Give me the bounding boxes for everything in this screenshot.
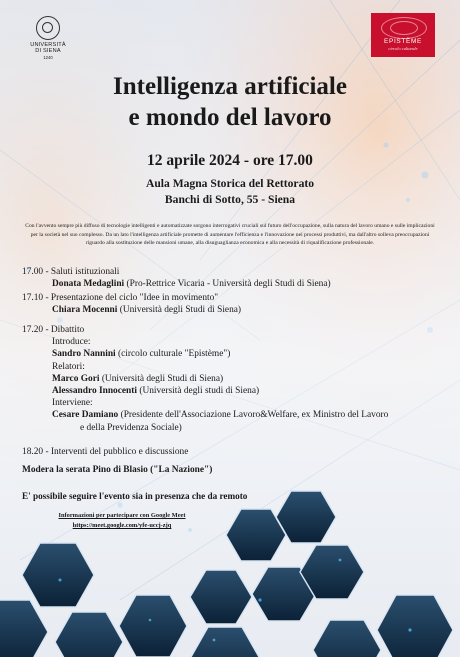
intro-label: Introduce: xyxy=(52,337,91,348)
moderator-prefix: Modera la serata xyxy=(22,465,93,475)
speaker-affiliation: (circolo culturale "Epistème") xyxy=(118,349,231,360)
episteme-logo-name: EPISTÈME xyxy=(384,38,422,45)
episteme-logo-sub: circolo culturale xyxy=(388,46,418,51)
speaker-affiliation: (Università degli Studi di Siena) xyxy=(119,305,242,316)
speaker-affiliation: (Pro-Rettrice Vicaria - Università degli Studi di Siena) xyxy=(126,279,331,290)
university-seal-icon xyxy=(36,16,60,40)
university-of-siena-logo xyxy=(26,16,70,60)
speaker-affiliation: (Università degli Studi di Siena) xyxy=(101,373,224,384)
speaker-name: Alessandro Innocenti xyxy=(52,386,137,397)
speaker-line xyxy=(22,348,388,360)
program-time-1720: 17.20 - Dibattito xyxy=(22,325,85,335)
logo-text-line2: DI SIENA xyxy=(35,48,61,55)
speaker-affiliation-continued: e della Previdenza Sociale) xyxy=(80,422,182,433)
remote-attendance-note: E' possibile seguire l'evento sia in presenza che da remoto xyxy=(22,491,248,501)
title-line-1: Intelligenza artificiale xyxy=(113,73,347,100)
speaker-name: Cesare Damiano xyxy=(52,410,119,421)
speaker-line xyxy=(22,278,331,290)
program-time-1700: 17.00 - Saluti istituzionali xyxy=(22,267,120,277)
program-item-presentation xyxy=(22,292,241,316)
title-line-2: e mondo del lavoro xyxy=(128,104,332,131)
speaker-affiliation: (Università degli studi di Siena) xyxy=(139,386,260,397)
google-meet-link[interactable]: https://meet.google.com/yfe-uccj-zjq xyxy=(72,522,172,529)
logo-year: 1240 xyxy=(43,54,53,60)
speaker-line xyxy=(22,373,388,385)
speaker-name: Sandro Nannini xyxy=(52,349,116,360)
program-time-1710: 17.10 - Presentazione del ciclo "Idee in movimento" xyxy=(22,293,219,303)
episteme-logo xyxy=(371,13,435,57)
speaker-name: Marco Gori xyxy=(52,373,100,384)
speaker-name: Donata Medaglini xyxy=(52,279,125,290)
speaker-line xyxy=(22,385,388,397)
speakers-label: Relatori: xyxy=(52,361,85,372)
program-item-debate xyxy=(22,324,388,434)
logo-text-line1: UNIVERSITÀ xyxy=(30,42,66,48)
speaker-name: Chiara Mocenni xyxy=(52,305,118,316)
speaker-affiliation: (Presidente dell'Associazione Lavoro&Welfare, ex Ministro del Lavoro xyxy=(120,410,389,421)
event-venue xyxy=(0,176,460,208)
google-meet-label: Informazioni per partecipare con Google Meet xyxy=(58,512,186,519)
speaker-line xyxy=(22,304,241,316)
episteme-rings-icon xyxy=(381,17,427,39)
venue-hall: Aula Magna Storica del Rettorato xyxy=(145,177,315,190)
event-date: 12 aprile 2024 - ore 17.00 xyxy=(147,152,313,169)
program-item-greetings xyxy=(22,266,331,290)
event-title xyxy=(0,71,460,133)
program-item-discussion xyxy=(22,446,188,458)
event-abstract: Con l'avvento sempre più diffuso di tecnologie intelligenti e automatizzate sorgono interrogativi cruciali sul futuro dell'occupazione, sulla natura del lavoro umano e sulle implicazioni per la società nel suo complesso. Da un lato l'intelligenza artificiale promette di aumentare l'efficienza e l'innovazione nei processi produttivi, ma dall'altro solleva preoccupazioni riguardo alla sostituzione delle mansioni umane, alla disuguaglianza economica e alla necessità di riqualificazione professionale. xyxy=(25,223,435,247)
google-meet-info xyxy=(22,511,222,531)
program-time-1820: 18.20 - Interventi del pubblico e discussione xyxy=(22,447,189,457)
moderator-line xyxy=(22,464,212,476)
venue-address: Banchi di Sotto, 55 - Siena xyxy=(164,193,296,206)
speaker-line xyxy=(22,409,388,421)
intervenes-label: Interviene: xyxy=(52,398,93,409)
moderator-name: Pino di Blasio ("La Nazione") xyxy=(92,465,213,475)
